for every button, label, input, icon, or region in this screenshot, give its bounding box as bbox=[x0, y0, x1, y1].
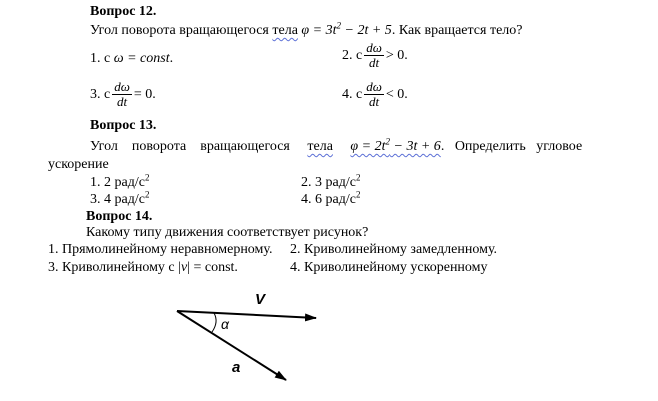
alpha-label: α bbox=[221, 316, 229, 332]
q13-question-line2: ускорение bbox=[48, 157, 109, 172]
q14-option-1: 1. Прямолинейному неравномерному. bbox=[48, 242, 273, 257]
q13-option-1: 1. 2 рад/$с^2$ bbox=[90, 172, 150, 190]
q13-option-3: 3. 4 рад/$с^2$ bbox=[90, 189, 150, 207]
q13-option-4: 4. 6 рад/$с^2$ bbox=[301, 189, 361, 207]
q12-formula: $\varphi = 3t^2 - 2t + 5$ bbox=[301, 20, 392, 38]
q12-option-4: 4. с $\frac{d\omega}{dt}$ < 0. bbox=[342, 79, 408, 109]
q12-body-word: тела bbox=[272, 23, 298, 38]
q12-heading: Вопрос 12. bbox=[90, 4, 157, 19]
q12-option-2: 2. с $\frac{d\omega}{dt}$ > 0. bbox=[342, 40, 408, 70]
q13-formula: $\varphi = 2t^2 - 3t + 6$ bbox=[350, 136, 441, 154]
q14-heading: Вопрос 14. bbox=[86, 209, 153, 224]
velocity-label: V bbox=[255, 291, 266, 308]
q14-option-3: 3. Криволинейному с |v| = const. bbox=[48, 260, 238, 275]
q12-option-4-fraction: $\frac{d\omega}{dt}$ bbox=[366, 79, 382, 109]
angle-arc bbox=[212, 313, 216, 332]
velocity-vector-arrow bbox=[177, 311, 316, 318]
q12-option-2-fraction: $\frac{d\omega}{dt}$ bbox=[366, 40, 382, 70]
q12-option-3-fraction: $\frac{d\omega}{dt}$ bbox=[114, 79, 130, 109]
q14-option-2: 2. Криволинейному замедленному. bbox=[290, 242, 498, 257]
q13-body-word: тела bbox=[307, 139, 333, 154]
q12-text-after: . Как вращается тело? bbox=[391, 23, 523, 38]
q12-option-1: 1. с ω = const. bbox=[90, 51, 174, 66]
q12-text-before: Угол поворота вращающегося bbox=[90, 23, 273, 38]
q14-option-4: 4. Криволинейному ускоренному bbox=[290, 260, 488, 275]
q13-option-2: 2. 3 рад/$с^2$ bbox=[301, 172, 361, 190]
q13-question-line1: Угол поворота вращающегося тела $\varphi = 2t^2 - 3t + 6$. Определить угловое bbox=[90, 136, 583, 154]
q14-question: Какому типу движения соответствует рисунок? bbox=[86, 225, 369, 240]
q12-option-3: 3. с $\frac{d\omega}{dt}$ = 0. bbox=[90, 79, 156, 109]
q13-heading: Вопрос 13. bbox=[90, 118, 157, 133]
acceleration-label: a bbox=[232, 359, 241, 376]
